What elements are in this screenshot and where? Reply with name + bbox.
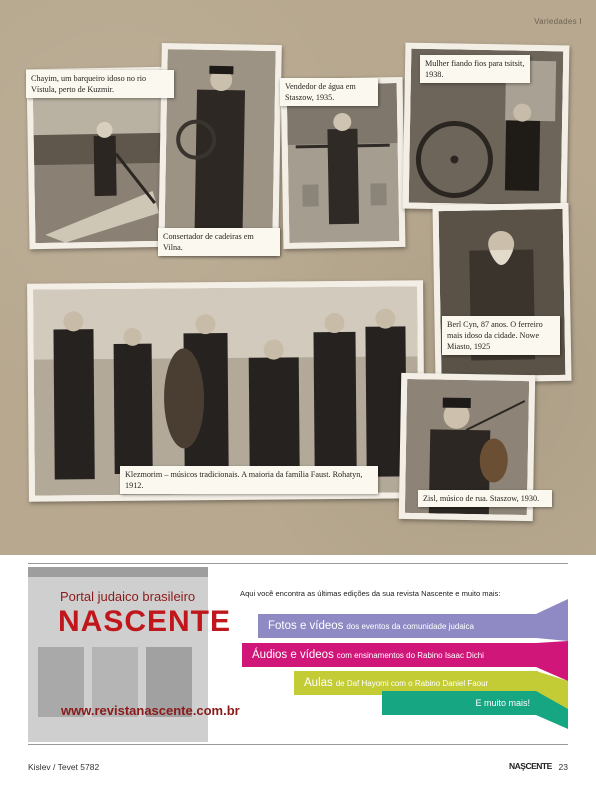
caption-zisl: Zisl, músico de rua. Staszow, 1930.	[418, 490, 552, 507]
ad-band-audios[interactable]	[242, 643, 538, 667]
caption-klezmorim: Klezmorim – músicos tradicionais. A maioria da família Faust. Rohatyn, 1912.	[120, 466, 378, 494]
caption-water-seller: Vendedor de água em Staszow, 1935.	[280, 78, 378, 106]
ad-portal-label: Portal judaico brasileiro	[60, 589, 196, 604]
issue-date: Kislev / Tevet 5782	[28, 762, 100, 772]
section-label: Variedades I	[534, 17, 582, 26]
band-aulas-rest: de Daf Hayomi com o Rabino Daniel Faour	[335, 679, 489, 688]
nascente-ad[interactable]	[28, 567, 568, 742]
ad-url-link[interactable]: www.revistanascente.com.br	[61, 703, 240, 718]
page-number: 23	[558, 762, 568, 772]
ad-band-photos[interactable]	[258, 614, 544, 638]
footer-rule	[28, 744, 568, 745]
ad-band-more[interactable]: E muito mais!	[382, 691, 538, 715]
caption-chair-mender: Consertador de cadeiras em Vilna.	[158, 228, 280, 256]
band-photos-strong: Fotos e vídeos	[268, 620, 344, 632]
band-audios-rest: com ensinamentos do Rabino Isaac Dichi	[336, 651, 484, 660]
caption-chayim: Chayim, um barqueiro idoso no rio Vístula, perto de Kuzmir.	[26, 70, 174, 98]
caption-spinning-woman: Mulher fiando fios para tsitsit, 1938.	[420, 55, 530, 83]
band-aulas-strong: Aulas	[304, 677, 333, 689]
caption-berl-cyn: Berl Cyn, 87 anos. O ferreiro mais idoso da cidade. Nowe Miasto, 1925	[442, 316, 560, 355]
ad-intro-text: Aqui você encontra as últimas edições da sua revista Nascente e muito mais:	[240, 589, 501, 598]
ad-rule-top	[28, 563, 568, 564]
photo-berl-cyn	[432, 203, 571, 383]
band-audios-strong: Áudios e vídeos	[252, 649, 334, 661]
band-photos-rest: dos eventos da comunidade judaica	[346, 622, 475, 631]
photo-chair-mender	[158, 43, 282, 255]
ad-arrow-graphic	[536, 581, 568, 729]
ad-brand-logo: NASCENTE	[58, 605, 232, 638]
magazine-logo: NAŞCENTE	[509, 761, 552, 771]
